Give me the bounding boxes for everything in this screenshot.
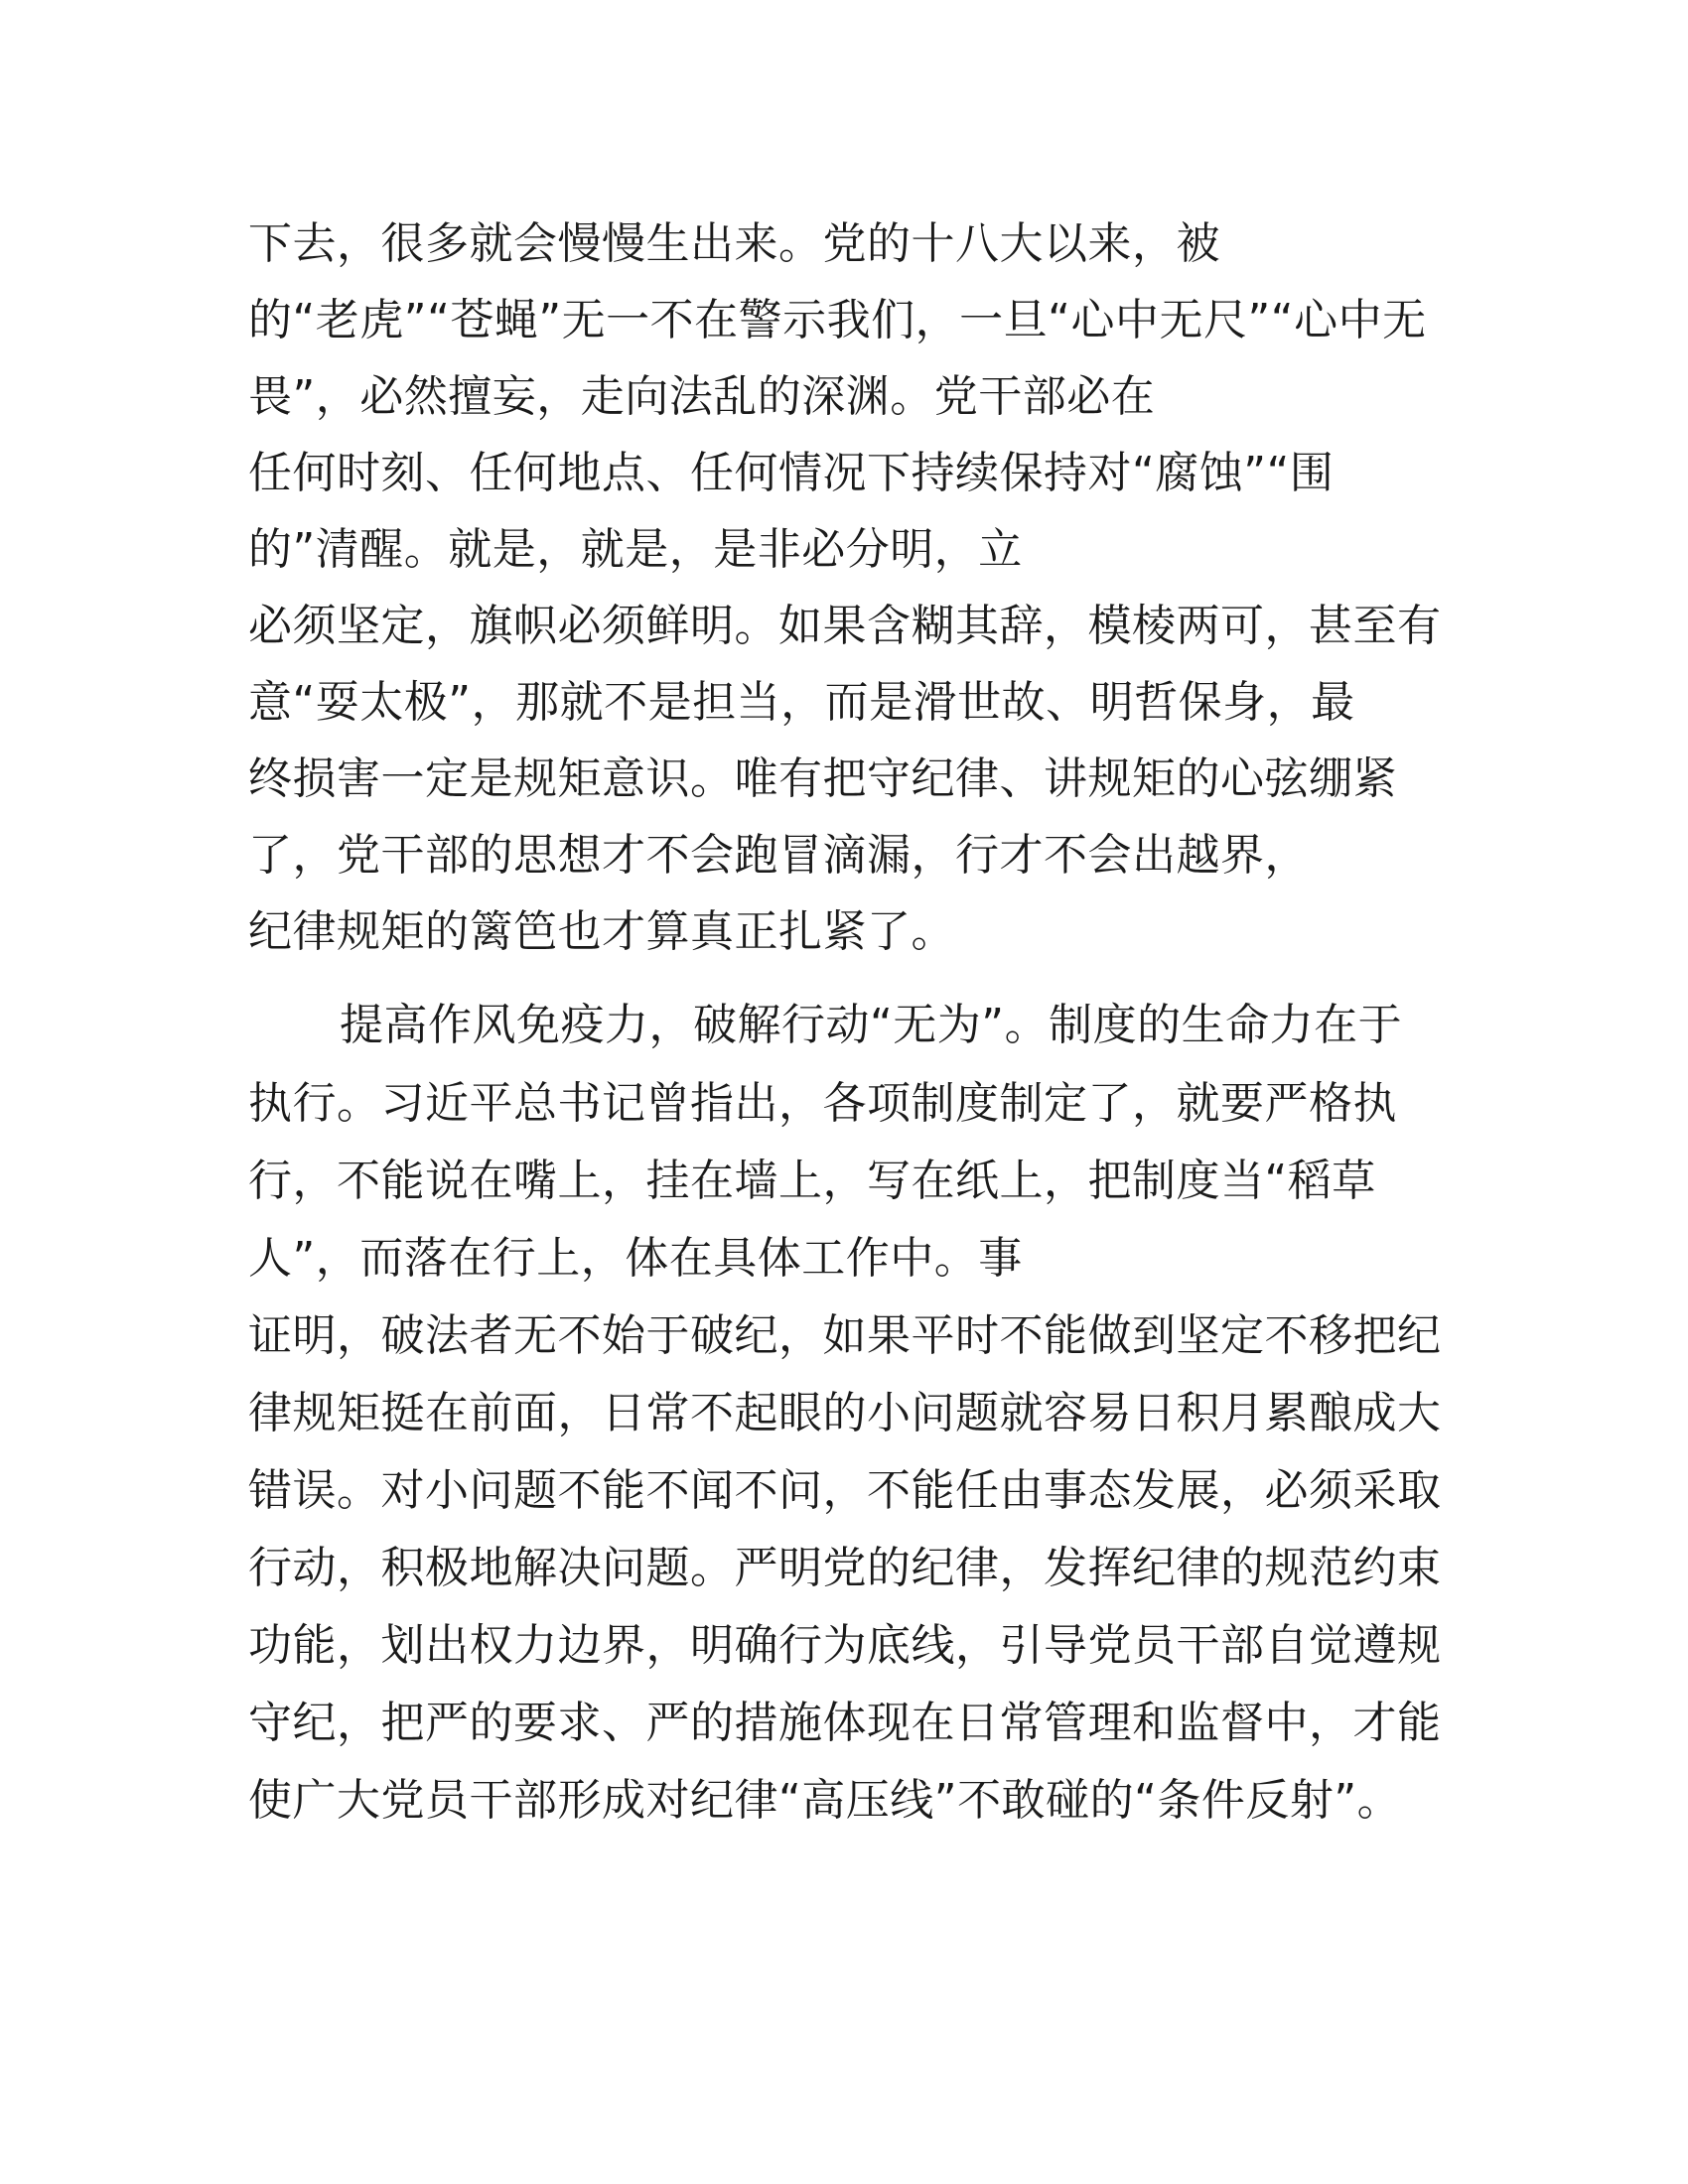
text-line: 行，不能说在嘴上，挂在墙上，写在纸上，把制度当“稻草 <box>248 1156 1376 1206</box>
text-line: 的”清醒。就是，就是，是非必分明，立 <box>248 524 1023 575</box>
text-line: 人”，而落在行上，体在具体工作中。事 <box>248 1233 1023 1284</box>
text-line: 的“老虎”“苍蝇”无一不在警示我们，一旦“心中无尺”“心中无 <box>248 295 1427 345</box>
text-line: 了，党干部的思想才不会跑冒滴漏，行才不会出越界， <box>248 830 1309 881</box>
text-line: 错误。对小问题不能不闻不问，不能任由事态发展，必须采取 <box>248 1465 1442 1516</box>
text-line: 证明，破法者无不始于破纪，如果平时不能做到坚定不移把纪 <box>248 1310 1442 1361</box>
text-line: 功能，划出权力边界，明确行为底线，引导党员干部自觉遵规 <box>248 1620 1442 1671</box>
text-line: 下去，很多就会慢慢生出来。党的十八大以来，被 <box>248 218 1220 269</box>
text-line: 必须坚定，旗帜必须鲜明。如果含糊其辞，模棱两可，甚至有 <box>248 601 1442 651</box>
text-line: 守纪，把严的要求、严的措施体现在日常管理和监督中，才能 <box>248 1698 1442 1748</box>
text-line: 任何时刻、任何地点、任何情况下持续保持对“腐蚀”“围 <box>248 448 1335 498</box>
text-line: 纪律规矩的篱笆也才算真正扎紧了。 <box>248 906 955 957</box>
text-line: 意“耍太极”，那就不是担当，而是滑世故、明哲保身，最 <box>248 677 1355 728</box>
text-line: 使广大党员干部形成对纪律“高压线”不敢碰的“条件反射”。 <box>248 1775 1402 1826</box>
text-line: 执行。习近平总书记曾指出，各项制度制定了，就要严格执 <box>248 1078 1397 1129</box>
text-line: 终损害一定是规矩意识。唯有把守纪律、讲规矩的心弦绷紧 <box>248 753 1397 804</box>
text-line: 律规矩挺在前面，日常不起眼的小问题就容易日积月累酿成大 <box>248 1388 1442 1438</box>
text-line: 行动，积极地解决问题。严明党的纪律，发挥纪律的规范约束 <box>248 1543 1442 1593</box>
text-line: 畏”，必然擅妄，走向法乱的深渊。党干部必在 <box>248 371 1156 422</box>
paragraph-first-line: 提高作风免疫力，破解行动“无为”。制度的生命力在于 <box>340 1000 1403 1050</box>
